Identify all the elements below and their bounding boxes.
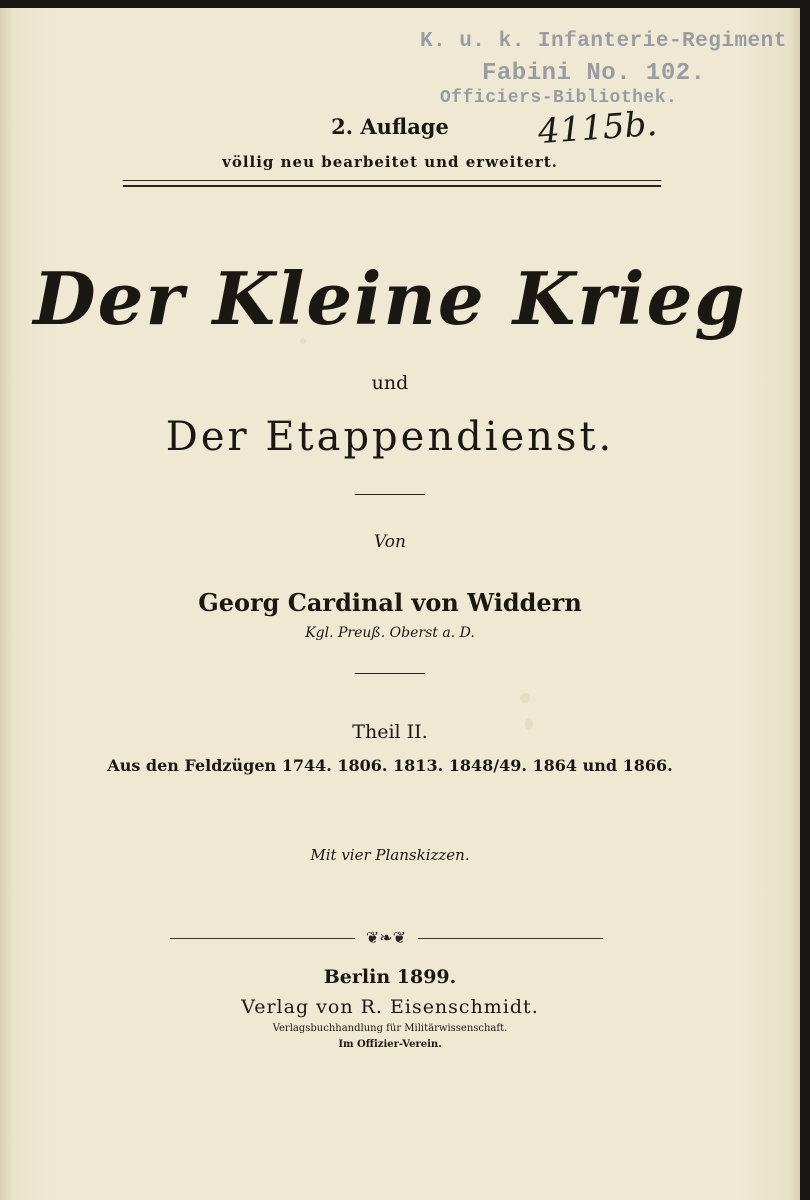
edition-note: völlig neu bearbeitet und erweitert. [222,153,558,171]
double-rule [123,180,661,187]
secondary-title: Der Etappendienst. [165,414,615,460]
author-name: Georg Cardinal von Widdern [198,588,582,617]
imprint-publisher: Verlag von R. Eisenschmidt. [241,996,539,1018]
title-page [0,8,800,1200]
ornamental-rule-right [418,938,603,939]
imprint-location: Im Offizier-Verein. [338,1039,442,1050]
edition-label: 2. Auflage [331,114,449,139]
imprint-specialty: Verlagsbuchhandlung für Militärwissenschaft. [272,1023,508,1034]
separator-rule [355,494,425,495]
stamp-line-3: Officiers-Bibliothek. [440,88,678,108]
part-label: Theil II. [352,721,428,743]
maps-note: Mit vier Planskizzen. [310,846,470,864]
ornamental-rule-left [170,938,355,939]
foxing-spot [520,693,530,703]
author-by: Von [374,532,406,552]
fleuron-ornament-icon: ❦❧❦ [365,928,407,947]
separator-rule [355,673,425,674]
handwritten-shelfmark: 4115b. [536,103,659,153]
campaigns-line: Aus den Feldzügen 1744. 1806. 1813. 1848/49. 1864 und 1866. [107,756,673,775]
imprint-place-year: Berlin 1899. [323,966,457,988]
stamp-line-2: Fabini No. 102. [482,60,706,87]
author-rank: Kgl. Preuß. Oberst a. D. [305,625,475,641]
title-conjunction: und [371,372,409,394]
main-title: Der Kleine Krieg [33,256,747,341]
stamp-line-1: K. u. k. Infanterie-Regiment [420,30,787,53]
